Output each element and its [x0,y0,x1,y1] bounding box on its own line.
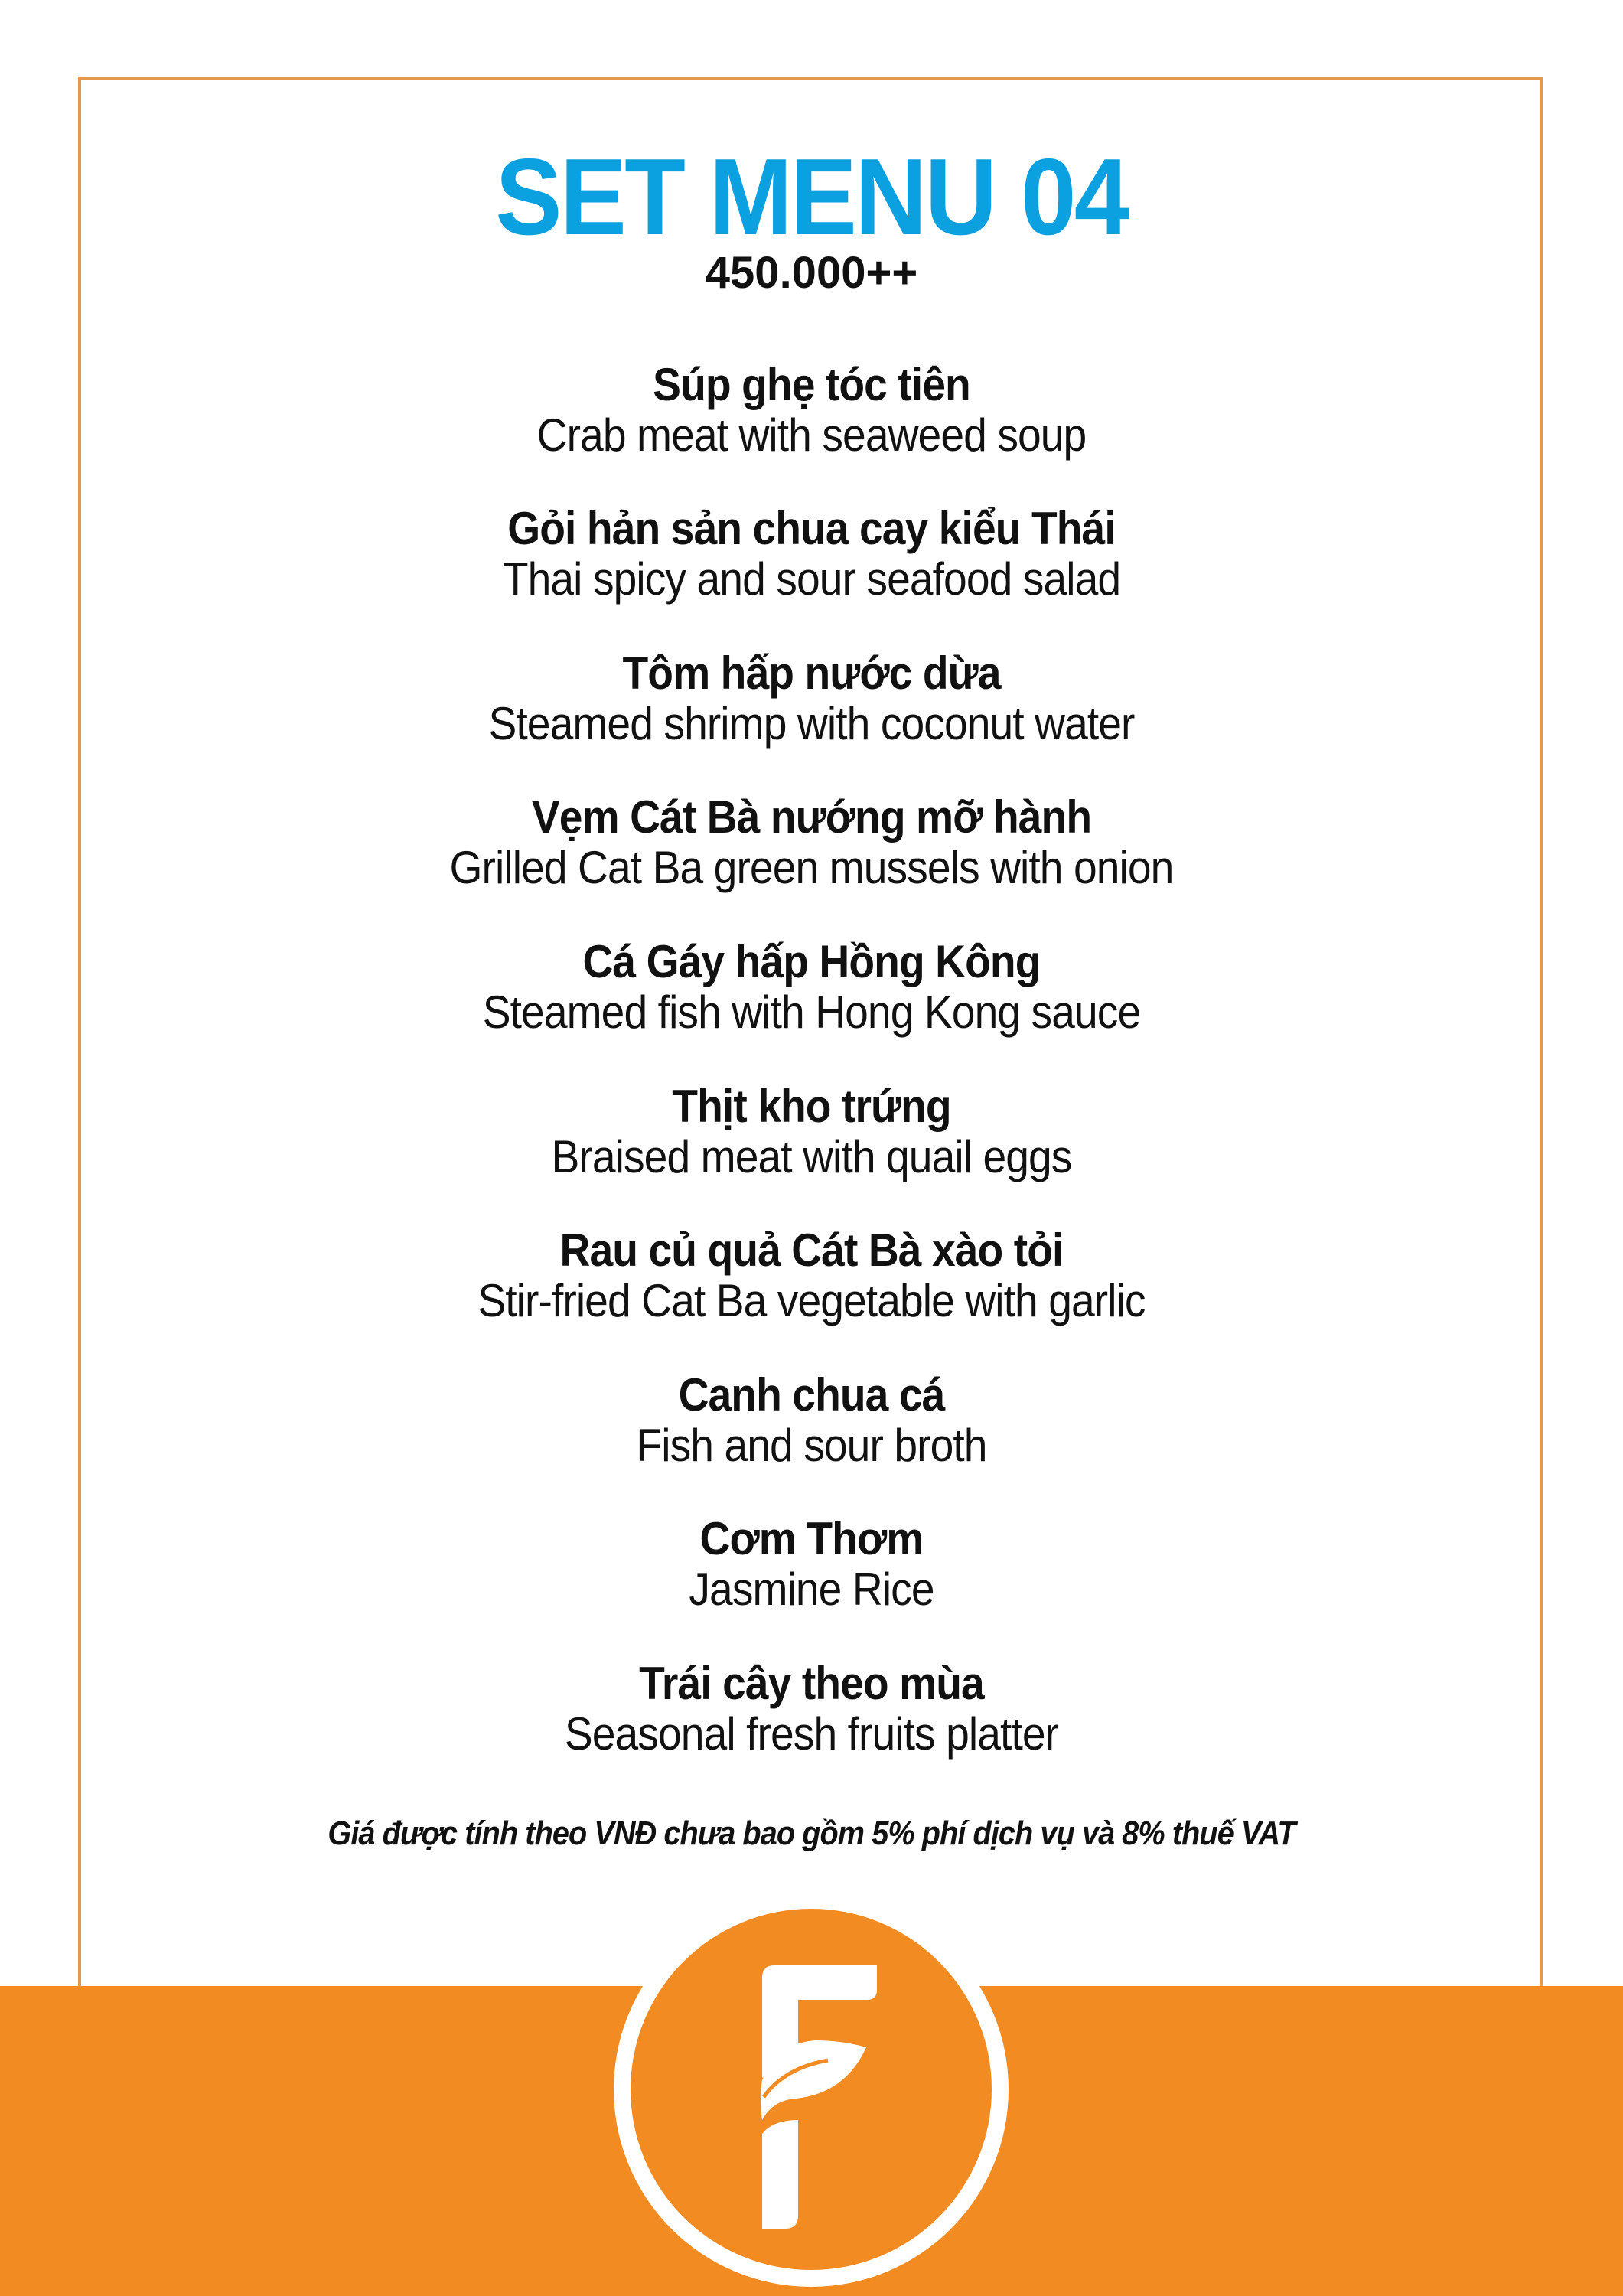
menu-item [0,648,1623,749]
menu-item-english-name: Seasonal fresh fruits platter [564,1708,1059,1760]
f-leaf-logo-icon [612,1890,1010,2288]
menu-item-english-name: Steamed shrimp with coconut water [488,698,1135,749]
menu-item-vietnamese-name: Rau củ quả Cát Bà xào tỏi [559,1225,1064,1276]
menu-item-english-name: Braised meat with quail eggs [551,1131,1072,1182]
menu-item-vietnamese-name: Gỏi hản sản chua cay kiểu Thái [507,503,1116,554]
menu-item-vietnamese-name: Cá Gáy hấp Hồng Kông [582,936,1041,987]
menu-item-vietnamese-name: Thịt kho trứng [672,1081,951,1132]
menu-item [0,792,1623,893]
menu-item-english-name: Thai spicy and sour seafood salad [502,553,1121,605]
menu-item [0,1370,1623,1471]
menu-title: SET MENU 04 [495,136,1128,258]
menu-item-english-name: Grilled Cat Ba green mussels with onion [449,842,1174,893]
menu-item [0,504,1623,605]
menu-item [0,360,1623,461]
menu-item [0,1514,1623,1615]
menu-item-english-name: Crab meat with seaweed soup [536,409,1087,461]
menu-item-vietnamese-name: Cơm Thơm [699,1513,924,1564]
menu-item-english-name: Steamed fish with Hong Kong sauce [482,987,1141,1038]
menu-item-vietnamese-name: Vẹm Cát Bà nướng mỡ hành [531,791,1092,843]
menu-item-vietnamese-name: Canh chua cá [678,1369,945,1420]
menu-price: 450.000++ [705,248,918,298]
menu-item-vietnamese-name: Trái cây theo mùa [639,1658,984,1709]
price-note: Giá được tính theo VNĐ chưa bao gồm 5% phí dịch vụ và 8% thuế VAT [328,1815,1295,1852]
menu-item-vietnamese-name: Súp ghẹ tóc tiên [653,359,970,410]
menu-item-english-name: Jasmine Rice [689,1564,934,1615]
menu-item [0,1225,1623,1326]
menu-item [0,937,1623,1038]
menu-item-vietnamese-name: Tôm hấp nước dừa [622,647,1001,699]
menu-item-english-name: Stir-fried Cat Ba vegetable with garlic [477,1275,1146,1326]
menu-item-english-name: Fish and sour broth [636,1420,987,1471]
menu-item [0,1658,1623,1760]
menu-item [0,1081,1623,1182]
